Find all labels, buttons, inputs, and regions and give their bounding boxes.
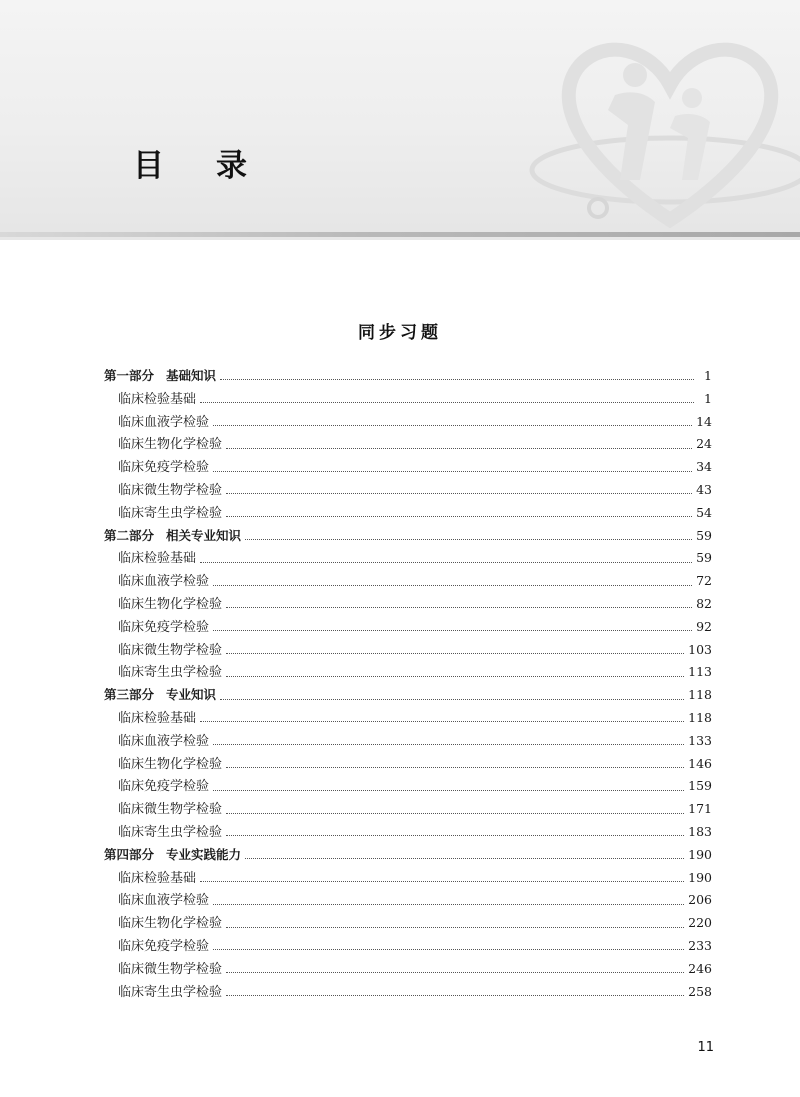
toc-entry-title: 临床血液学检验	[118, 574, 210, 590]
toc-entry-title: 临床血液学检验	[118, 414, 210, 430]
toc-dot-leader	[226, 447, 692, 449]
toc-dot-leader	[226, 766, 684, 768]
toc-page-number: 258	[688, 983, 712, 999]
toc-entry-row[interactable]	[104, 388, 712, 411]
toc-entry-row[interactable]	[104, 433, 712, 456]
toc-page-number: 43	[696, 481, 712, 497]
toc-page-number: 146	[688, 755, 712, 771]
toc-entry-row[interactable]	[104, 867, 712, 890]
toc-entry-row[interactable]	[104, 958, 712, 981]
toc-part-label: 第二部分	[104, 527, 155, 543]
toc-part-row[interactable]	[104, 525, 712, 548]
toc-entry-title: 临床微生物学检验	[118, 961, 223, 977]
toc-page-number: 54	[696, 504, 712, 520]
toc-entry-row[interactable]	[104, 912, 712, 935]
toc-entry-row[interactable]	[104, 707, 712, 730]
toc-dot-leader	[245, 538, 692, 540]
heart-people-logo-icon	[520, 30, 800, 230]
toc-page-number: 92	[696, 618, 712, 634]
toc-page-number: 59	[696, 550, 712, 566]
toc-part-label: 第一部分	[104, 368, 155, 383]
toc-dot-leader	[226, 515, 692, 517]
toc-entry-title: 临床寄生虫学检验	[118, 505, 223, 521]
toc-part-label: 第四部分	[104, 846, 155, 862]
toc-entry-row[interactable]	[104, 593, 712, 616]
toc-dot-leader	[226, 606, 692, 608]
toc-page-number: 113	[688, 664, 712, 680]
toc-dot-leader	[213, 629, 692, 631]
toc-dot-leader	[200, 401, 694, 403]
toc-entry-row[interactable]	[104, 798, 712, 821]
toc-dot-leader	[213, 789, 684, 791]
toc-entry-title: 临床寄生虫学检验	[118, 984, 223, 1000]
toc-part-row[interactable]	[104, 365, 712, 388]
toc-page-number: 183	[688, 823, 712, 839]
toc-dot-leader	[226, 834, 684, 836]
toc-entry-title: 临床微生物学检验	[118, 642, 223, 658]
toc-entry-title: 临床生物化学检验	[118, 756, 223, 772]
toc-page-number: 133	[688, 732, 712, 748]
toc-part-title	[104, 365, 216, 388]
toc-page-number: 190	[688, 869, 712, 885]
toc-part-row[interactable]	[104, 844, 712, 867]
toc-page-number: 103	[688, 641, 712, 657]
toc-dot-leader	[245, 857, 684, 859]
toc-entry-row[interactable]	[104, 730, 712, 753]
toc-entry-title: 临床生物化学检验	[118, 596, 223, 612]
page-number: 11	[697, 1040, 714, 1055]
toc-entry-row[interactable]	[104, 661, 712, 684]
section-heading: 同步习题	[358, 323, 442, 343]
toc-page-number: 1	[704, 390, 712, 406]
toc-page-number: 72	[696, 573, 712, 589]
toc-entry-row[interactable]	[104, 753, 712, 776]
toc-dot-leader	[213, 743, 684, 745]
toc-part-name: 专业知识	[166, 687, 217, 703]
toc-entry-title: 临床血液学检验	[118, 733, 210, 749]
toc-part-label: 第三部分	[104, 687, 155, 703]
toc-entry-title: 临床血液学检验	[118, 893, 210, 909]
toc-entry-row[interactable]	[104, 411, 712, 434]
header-banner	[0, 0, 800, 232]
toc-dot-leader	[226, 994, 684, 996]
toc-dot-leader	[226, 492, 692, 494]
toc-page-number: 159	[688, 778, 712, 794]
toc-page-number: 59	[696, 527, 712, 543]
toc-dot-leader	[213, 903, 684, 905]
toc-page-number: 34	[696, 459, 712, 475]
toc-part-title	[104, 525, 241, 548]
toc-page-number: 118	[688, 687, 712, 703]
toc-dot-leader	[220, 378, 694, 380]
toc-page-number: 82	[696, 595, 712, 611]
toc-entry-row[interactable]	[104, 889, 712, 912]
toc-entry-title: 临床免疫学检验	[118, 619, 210, 635]
toc-dot-leader	[213, 948, 684, 950]
toc-dot-leader	[226, 675, 684, 677]
toc-page-number: 233	[688, 937, 712, 953]
toc-dot-leader	[226, 926, 684, 928]
toc-entry-row[interactable]	[104, 981, 712, 1004]
toc-dot-leader	[213, 584, 692, 586]
toc-page-number: 190	[688, 846, 712, 862]
toc-dot-leader	[226, 812, 684, 814]
toc-page-number: 171	[688, 801, 712, 817]
toc-page-number: 14	[696, 413, 712, 429]
toc-entry-title: 临床寄生虫学检验	[118, 665, 223, 681]
toc-dot-leader	[200, 720, 684, 722]
header-divider-light	[0, 237, 800, 240]
toc-entry-row[interactable]	[104, 479, 712, 502]
table-of-contents	[104, 365, 712, 1003]
toc-part-title	[104, 844, 241, 867]
toc-page-number: 206	[688, 892, 712, 908]
toc-entry-title: 临床免疫学检验	[118, 938, 210, 954]
toc-part-title	[104, 684, 216, 707]
toc-dot-leader	[200, 880, 684, 882]
toc-page-number: 24	[696, 436, 712, 452]
toc-part-name: 基础知识	[166, 368, 217, 383]
toc-entry-title: 临床免疫学检验	[118, 460, 210, 476]
toc-entry-row[interactable]	[104, 547, 712, 570]
toc-entry-row[interactable]	[104, 639, 712, 662]
toc-entry-title: 临床微生物学检验	[118, 482, 223, 498]
toc-entry-row[interactable]	[104, 821, 712, 844]
toc-entry-row[interactable]	[104, 570, 712, 593]
toc-page-number: 246	[688, 960, 712, 976]
toc-part-name: 专业实践能力	[166, 846, 242, 862]
toc-dot-leader	[226, 652, 684, 654]
toc-entry-title: 临床免疫学检验	[118, 779, 210, 795]
toc-entry-row[interactable]	[104, 456, 712, 479]
toc-entry-row[interactable]	[104, 775, 712, 798]
toc-entry-title: 临床检验基础	[118, 710, 197, 726]
toc-entry-row[interactable]	[104, 616, 712, 639]
page-title: 目录	[133, 148, 299, 184]
toc-dot-leader	[220, 698, 684, 700]
toc-entry-title: 临床检验基础	[118, 870, 197, 886]
toc-dot-leader	[213, 470, 692, 472]
toc-entry-row[interactable]	[104, 502, 712, 525]
toc-page-number: 1	[704, 368, 712, 383]
toc-part-row[interactable]	[104, 684, 712, 707]
toc-entry-title: 临床生物化学检验	[118, 437, 223, 453]
toc-entry-title: 临床生物化学检验	[118, 916, 223, 932]
toc-entry-title: 临床微生物学检验	[118, 802, 223, 818]
toc-part-name: 相关专业知识	[166, 527, 242, 543]
toc-dot-leader	[213, 424, 692, 426]
toc-entry-row[interactable]	[104, 935, 712, 958]
toc-entry-title: 临床检验基础	[118, 391, 197, 407]
toc-entry-title: 临床寄生虫学检验	[118, 824, 223, 840]
toc-page-number: 220	[688, 915, 712, 931]
toc-page-number: 118	[688, 709, 712, 725]
toc-entry-title: 临床检验基础	[118, 551, 197, 567]
toc-dot-leader	[200, 561, 692, 563]
toc-dot-leader	[226, 971, 684, 973]
